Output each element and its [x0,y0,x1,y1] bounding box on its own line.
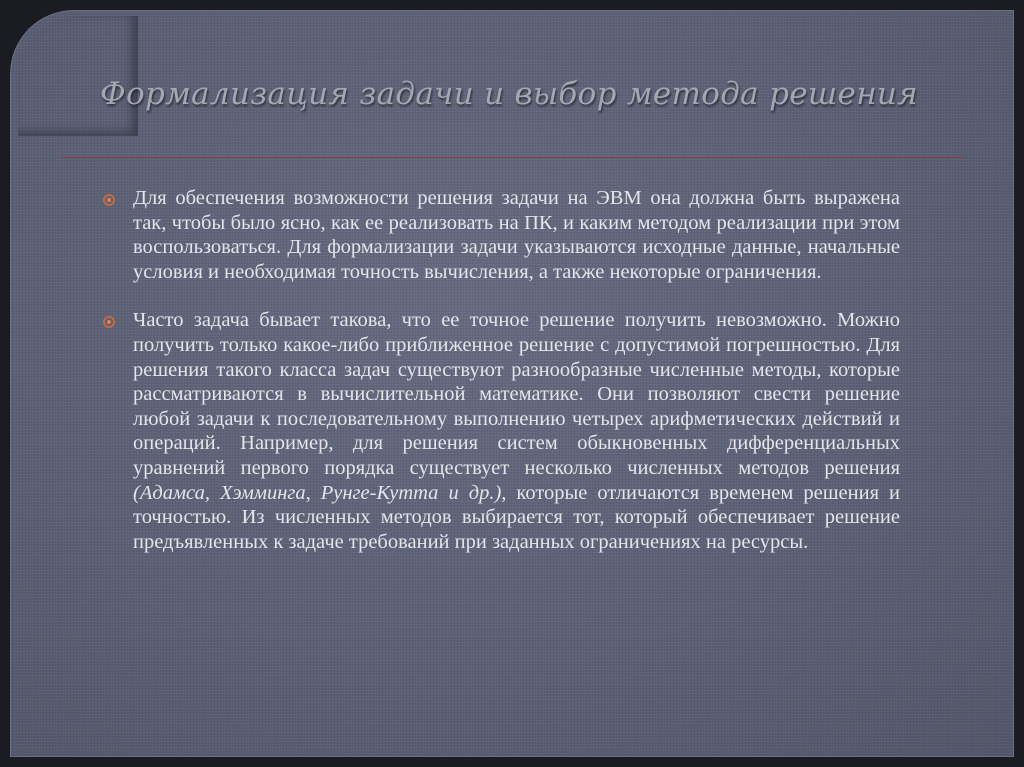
list-item [104,308,900,554]
list-item [104,186,900,284]
slide-title: Формализация задачи и выбор метода решения [100,76,919,112]
circle-bullet-icon [103,194,115,206]
paragraph-formalization: Для обеспечения возможности решения задачи на ЭВМ она должна быть выражена так, чтобы было ясно, как ее реализовать на ПК, и каким методом реализации при этом воспользоваться. Для формализации задачи указываются исходные данные, начальные условия и необходимая точность вычисления, а также некоторые ограничения. [133,187,900,283]
paragraph-numerical-methods [133,308,900,554]
methods-examples: (Адамса, Хэмминга, Рунге-Кутта и др.), [133,481,507,504]
bullet-list [104,186,900,578]
paragraph-text-end: которые отличаются временем решения и точностью. Из численных методов выбирается тот, который обеспечивает решение предъявленных к задаче требований при заданных ограничениях на ресурсы. [133,481,900,553]
paragraph-text-start: Часто задача бывает такова, что ее точное решение получить невозможно. Можно получить только какое-либо приближенное решение с допустимой погрешностью. Для решения такого класса задач существуют разнообразные численные методы, которые рассматриваются в вычислительной математике. Они позволяют свести решение любой задачи к последовательному выполнению четырех арифметических действий и операций. Например, для решения систем обыкновенных дифференциальных уравнений первого порядка существует несколько численных методов решения [133,309,900,479]
title-divider [62,157,964,158]
circle-bullet-icon [103,316,115,328]
